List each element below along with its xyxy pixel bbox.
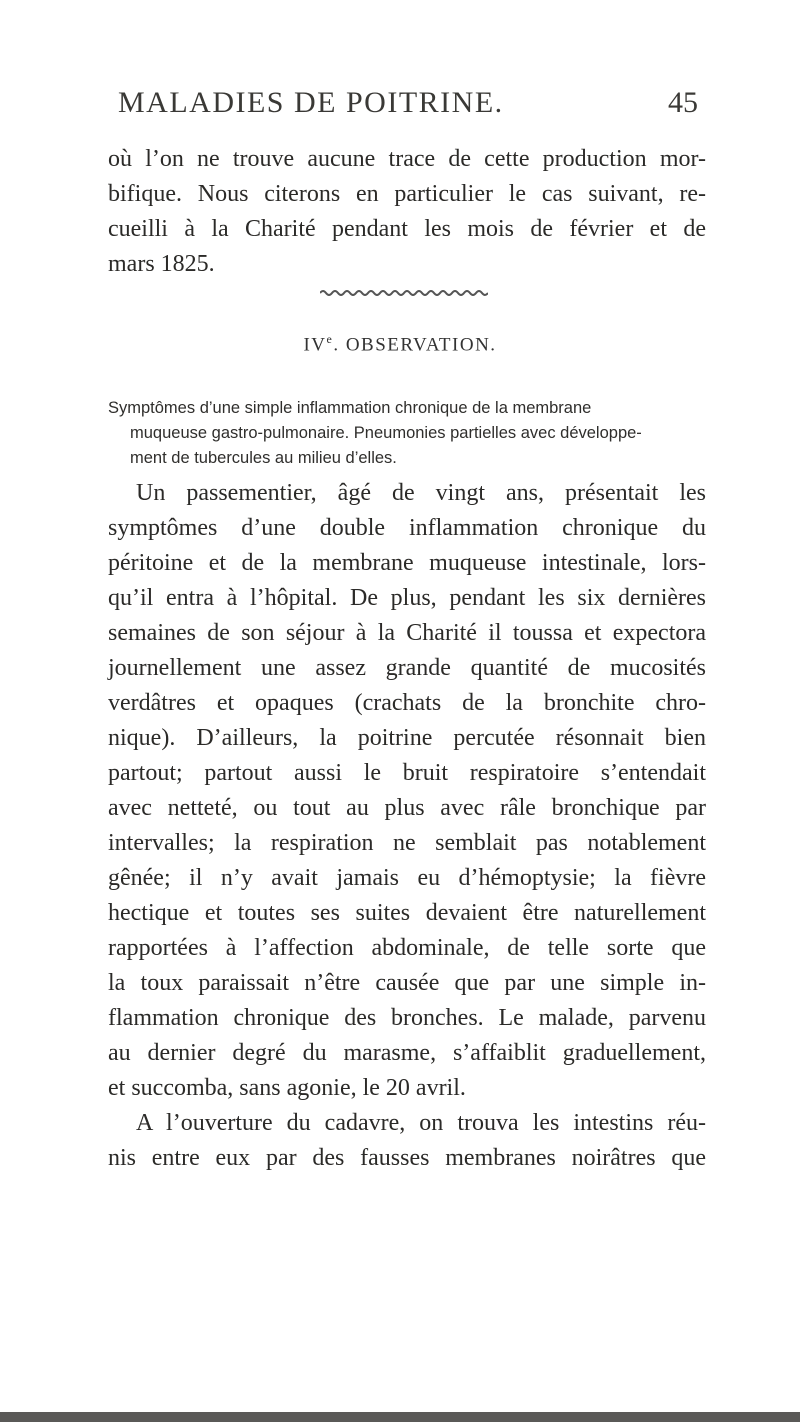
text-line: cueilli à la Charité pendant les mois de février et de — [108, 216, 706, 242]
text-line: avec netteté, ou tout au plus avec râle bronchique par — [108, 795, 706, 821]
text-line: bifique. Nous citerons en particulier le cas suivant, re- — [108, 181, 706, 207]
text-line: et succomba, sans agonie, le 20 avril. — [108, 1075, 466, 1101]
text-line: péritoine et de la membrane muqueuse intestinale, lors- — [108, 550, 706, 576]
text-line: semaines de son séjour à la Charité il toussa et expectora — [108, 620, 706, 646]
text-line: symptômes d’une double inflammation chronique du — [108, 515, 706, 541]
text-line: rapportées à l’affection abdominale, de telle sorte que — [108, 935, 706, 961]
observation-summary — [108, 396, 706, 471]
text-line: où l’on ne trouve aucune trace de cette production mor- — [108, 146, 706, 172]
running-title: MALADIES DE POITRINE. — [118, 86, 504, 119]
text-line: nique). D’ailleurs, la poitrine percutée résonnait bien — [108, 725, 706, 751]
text-line: mars 1825. — [108, 251, 215, 277]
page-bottom-edge — [0, 1412, 800, 1422]
section-heading — [0, 332, 800, 356]
intro-paragraph — [108, 142, 706, 282]
text-line: la toux paraissait n’être causée que par une simple in- — [108, 970, 706, 996]
heading-ordinal: e — [326, 332, 334, 346]
text-line: verdâtres et opaques (crachats de la bronchite chro- — [108, 690, 706, 716]
text-line: flammation chronique des bronches. Le malade, parvenu — [108, 1005, 706, 1031]
text-line: au dernier degré du marasme, s’affaiblit graduellement, — [108, 1040, 706, 1066]
summary-line: Symptômes d’une simple inflammation chronique de la membrane — [108, 399, 592, 417]
text-line: qu’il entra à l’hôpital. De plus, pendant les six dernières — [108, 585, 706, 611]
text-line: hectique et toutes ses suites devaient être naturellement — [108, 900, 706, 926]
text-line: intervalles; la respiration ne semblait pas notablement — [108, 830, 706, 856]
heading-title: . OBSERVATION. — [333, 334, 497, 356]
page-number: 45 — [668, 86, 698, 119]
heading-numeral: IV — [303, 334, 327, 356]
text-line: journellement une assez grande quantité de mucosités — [108, 655, 706, 681]
summary-line: muqueuse gastro-pulmonaire. Pneumonies partielles avec développe- — [130, 424, 642, 442]
text-line: partout; partout aussi le bruit respiratoire s’entendait — [108, 760, 706, 786]
running-head — [108, 86, 698, 120]
text-line: A l’ouverture du cadavre, on trouva les intestins réu- — [136, 1110, 706, 1136]
text-line: nis entre eux par des fausses membranes noirâtres que — [108, 1145, 706, 1171]
ornament-divider-icon — [320, 288, 488, 298]
text-line: gênée; il n’y avait jamais eu d’hémoptysie; la fièvre — [108, 865, 706, 891]
summary-line: ment de tubercules au milieu d’elles. — [130, 449, 397, 467]
observation-body — [108, 476, 706, 1176]
text-line: Un passementier, âgé de vingt ans, présentait les — [136, 480, 706, 506]
